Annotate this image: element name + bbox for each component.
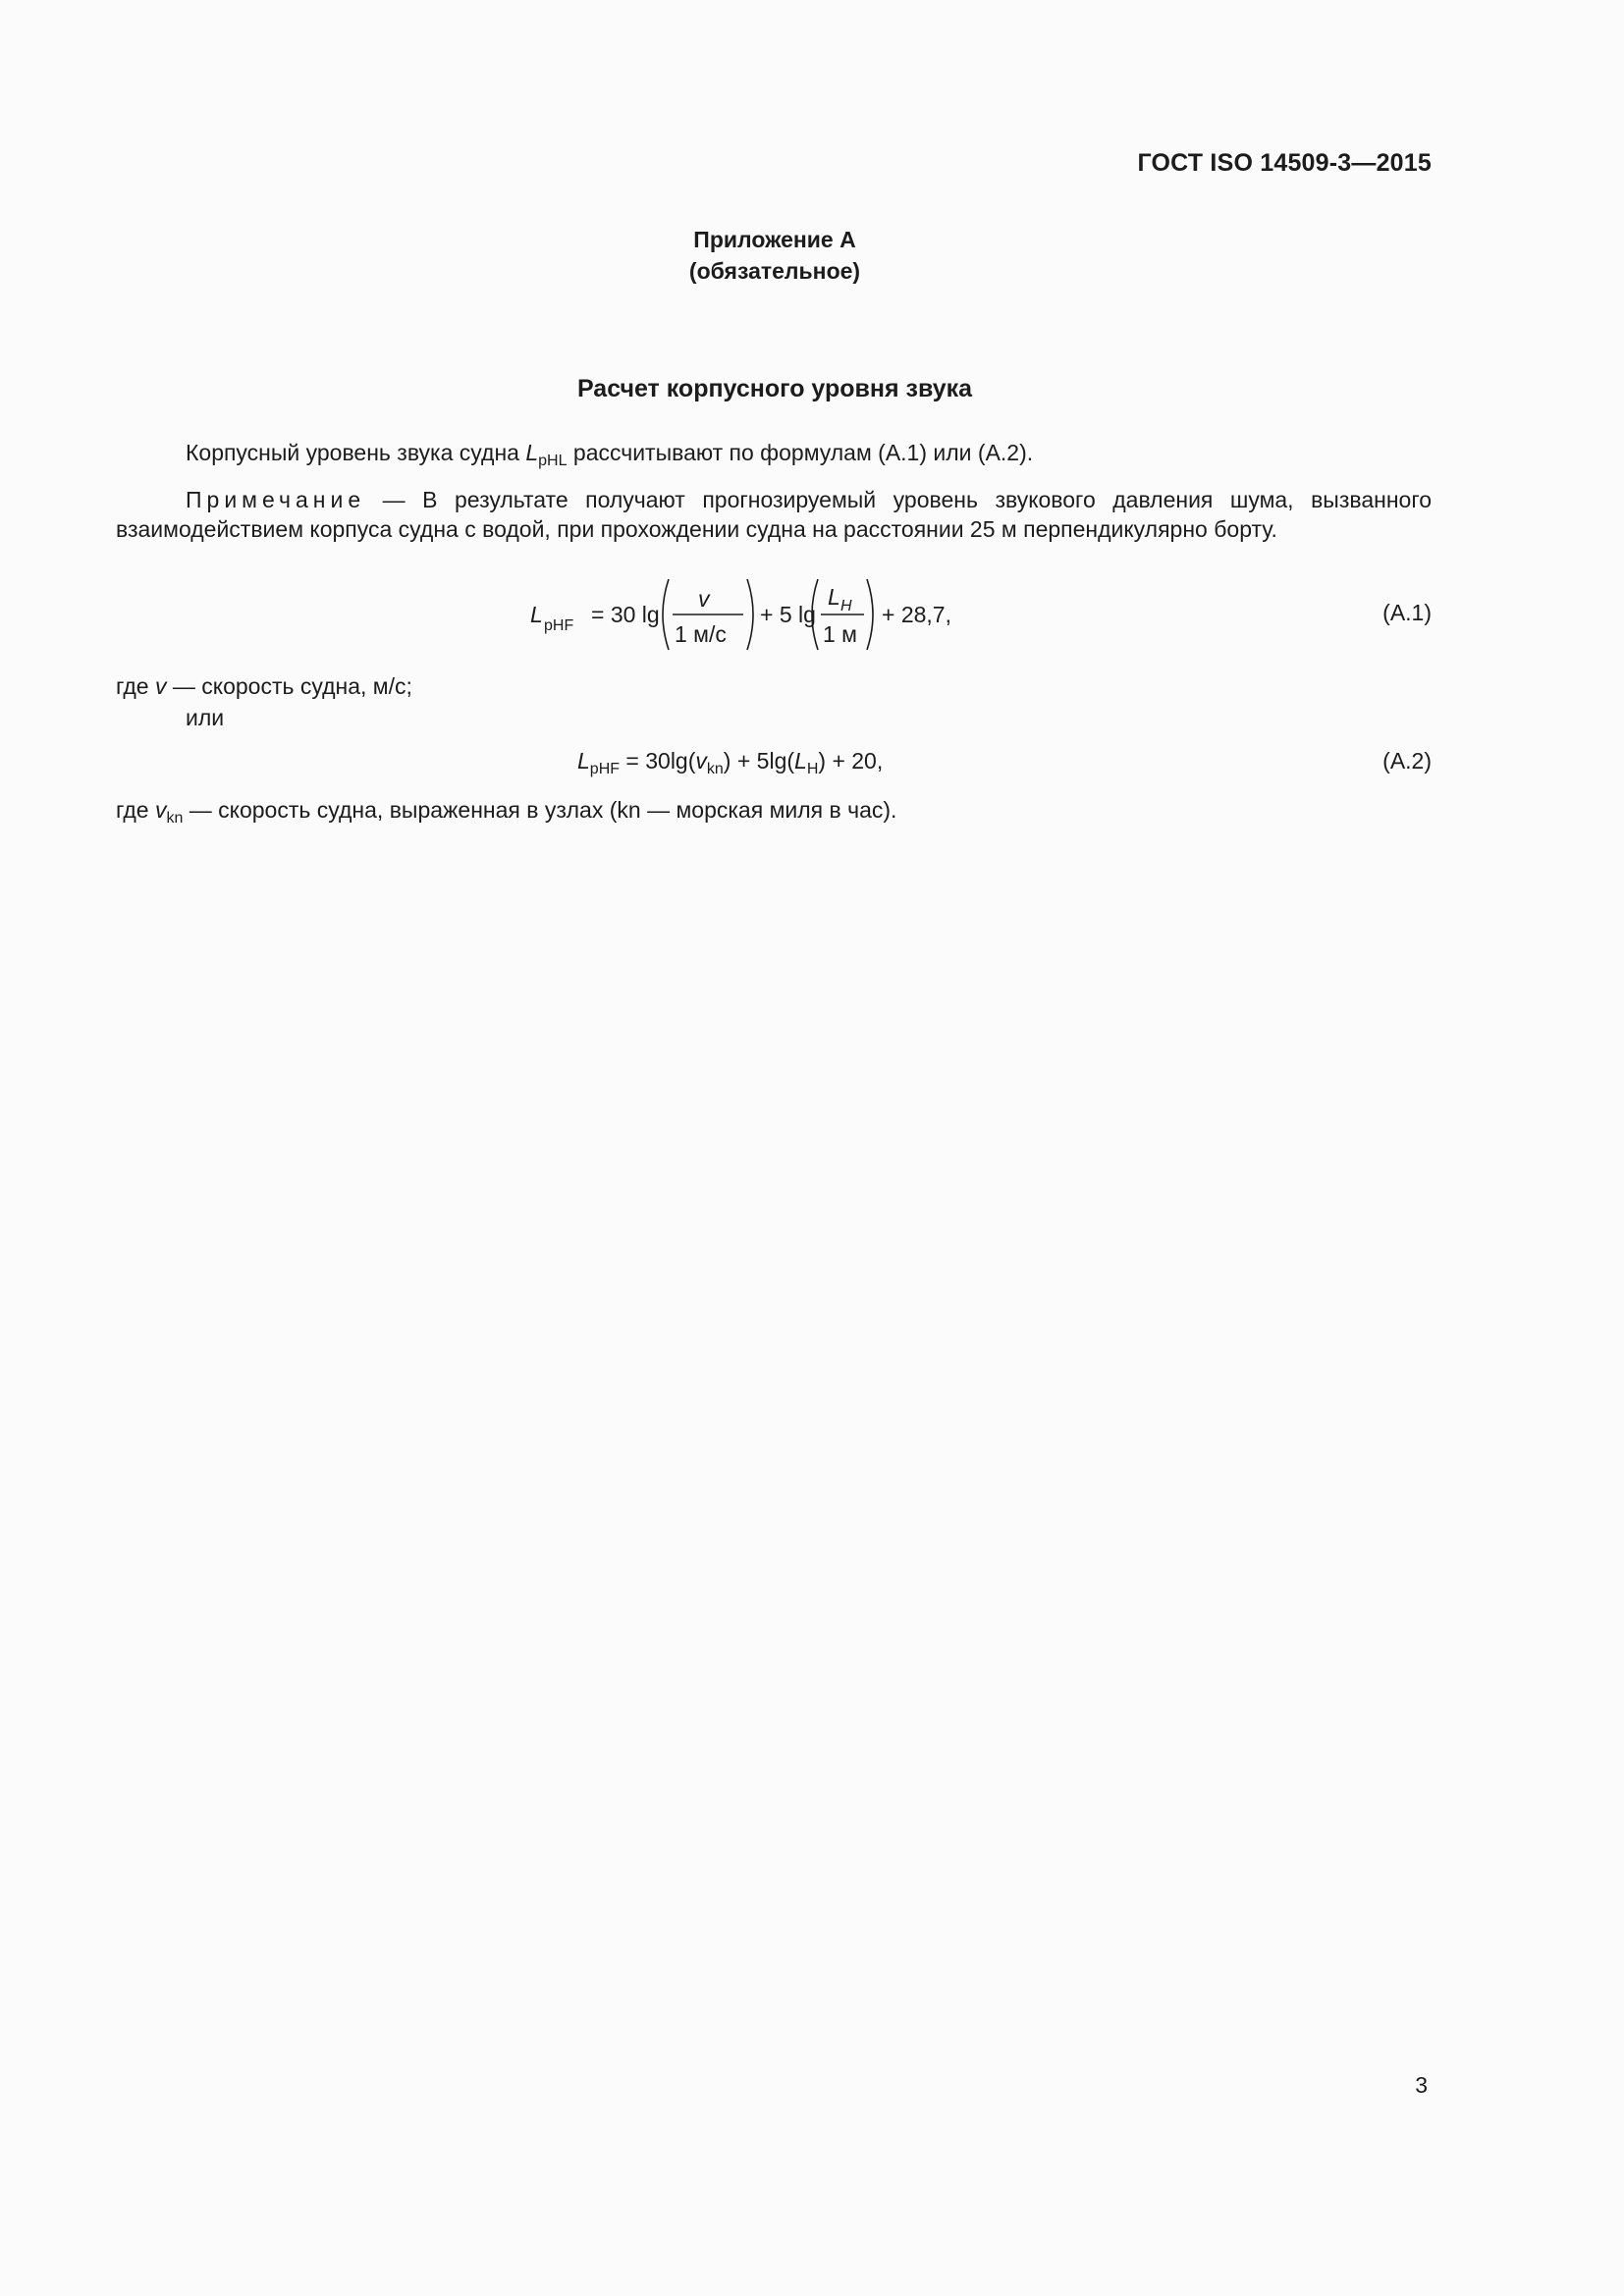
- formula-a1: [530, 571, 982, 658]
- formula1-paren-open-1: [663, 579, 669, 650]
- where1-var: v: [154, 673, 167, 699]
- where2-var: v: [154, 797, 167, 823]
- formula2-var2-sub: H: [806, 761, 819, 777]
- where1-text: — скорость судна, м/с;: [166, 673, 412, 699]
- where-line-2: [116, 795, 896, 825]
- formula2-number: (А.2): [1382, 748, 1432, 774]
- formula1-lhs: L: [530, 602, 543, 627]
- formula1-paren-close-2: [867, 579, 873, 650]
- note-text: — В результате получают прогнозируемый уровень звукового давления шума, вызванного взаимодействием корпуса судна с водой, при прохождении судна на расстоянии 25 м перпендикулярно борту.: [116, 487, 1432, 542]
- formula1-number: (А.1): [1382, 600, 1432, 625]
- formula2-part3: ) + 20,: [818, 748, 884, 774]
- where1-prefix: где: [116, 673, 155, 699]
- formula2-lhs-sub: pHF: [589, 761, 621, 777]
- formula2-var2: L: [794, 748, 807, 774]
- where2-var-sub: kn: [166, 810, 184, 827]
- annex-heading: [0, 224, 1549, 287]
- formula2-var: v: [695, 748, 707, 774]
- formula1-plus1: + 5 lg: [760, 602, 816, 627]
- page-number: 3: [1415, 2072, 1428, 2098]
- intro-text-after: рассчитывают по формулам (А.1) или (А.2).: [567, 440, 1034, 465]
- or-word: или: [186, 705, 225, 730]
- document-code: ГОСТ ISO 14509-3—2015: [1137, 149, 1432, 177]
- note-label: Примечание: [186, 487, 366, 512]
- formula1-den2: 1 м: [823, 621, 857, 647]
- annex-label: Приложение А: [693, 227, 856, 252]
- formula1-num1: v: [698, 586, 710, 612]
- intro-symbol: L: [525, 440, 539, 465]
- formula2-var-sub: kn: [706, 761, 724, 777]
- note-paragraph: [116, 485, 1432, 544]
- formula2-part1: = 30lg(: [620, 748, 696, 774]
- where-line-1: [116, 671, 412, 701]
- annex-status: (обязательное): [688, 258, 861, 284]
- formula1-num2-sub: H: [840, 598, 852, 614]
- where2-text: — скорость судна, выраженная в узлах (kn — морская миля в час).: [183, 797, 897, 823]
- intro-text-before: Корпусный уровень звука судна: [186, 440, 526, 465]
- formula1-eq: = 30 lg: [591, 602, 660, 627]
- where2-prefix: где: [116, 797, 155, 823]
- formula2-part2: ) + 5lg(: [723, 748, 795, 774]
- formula1-num2: L: [828, 584, 840, 610]
- formula-a2: [577, 746, 883, 775]
- intro-symbol-sub: pHL: [538, 453, 568, 469]
- formula1-paren-close-1: [747, 579, 753, 650]
- formula1-tail: + 28,7,: [882, 602, 951, 627]
- section-title: Расчет корпусного уровня звука: [576, 375, 973, 402]
- formula1-den1: 1 м/с: [675, 621, 727, 647]
- formula2-lhs: L: [577, 748, 590, 774]
- formula1-lhs-sub: pHF: [544, 617, 574, 634]
- intro-paragraph: [186, 438, 1033, 467]
